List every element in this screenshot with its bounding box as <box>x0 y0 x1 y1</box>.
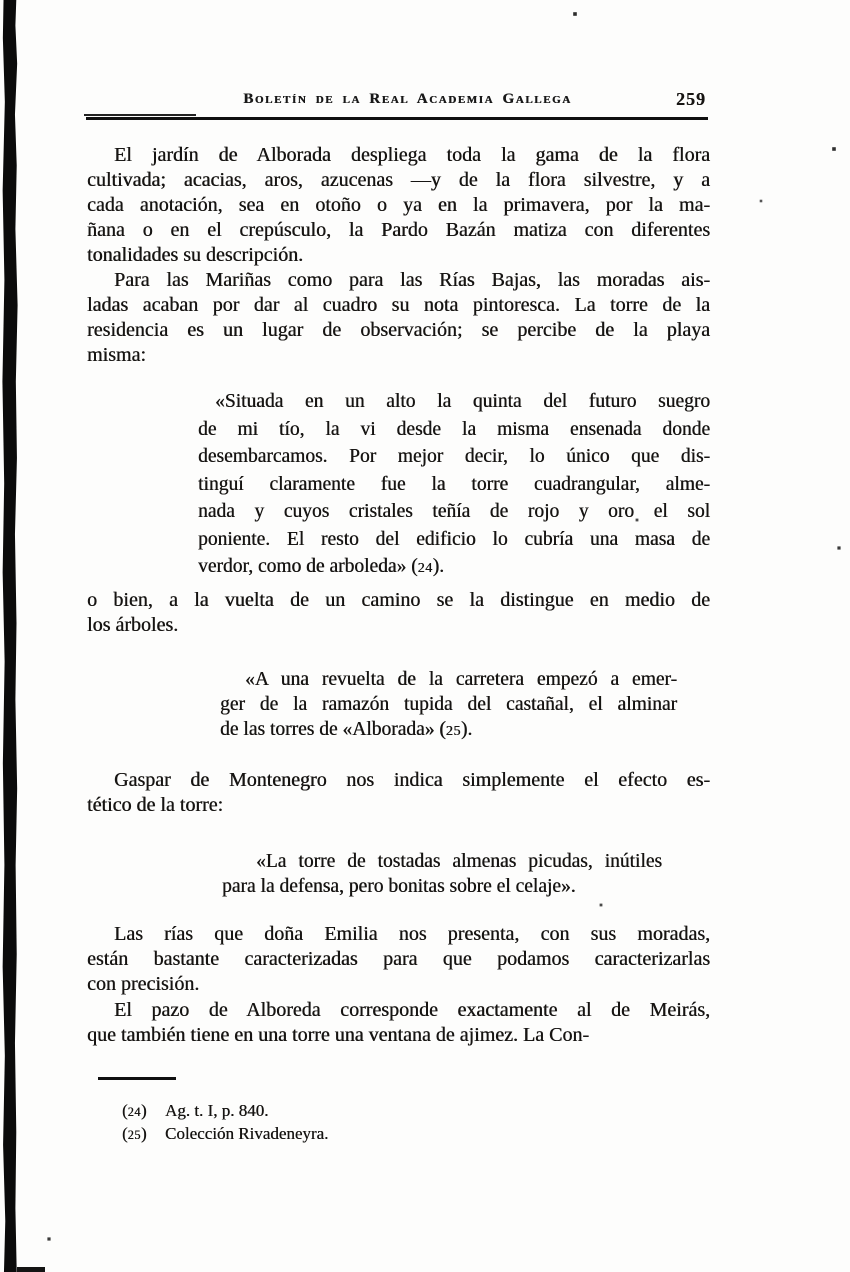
text-line: que también tiene en una torre una ventana de ajimez. La Con- <box>87 1023 590 1046</box>
document-content <box>87 143 710 1048</box>
paragraph <box>87 998 710 1048</box>
blockquote <box>220 667 677 744</box>
text-line: verdor, como de arboleda» (24). <box>198 556 444 577</box>
page-number: 259 <box>676 89 706 109</box>
text-line: tinguí claramente fue la torre cuadrangular, alme- <box>198 473 710 495</box>
blockquote <box>198 388 710 583</box>
footnote-rule <box>98 1077 176 1080</box>
text-line: El jardín de Alborada despliega toda la gama de la flora <box>114 144 710 166</box>
text-line: de mi tío, la vi desde la misma ensenada donde <box>198 418 710 440</box>
text-line: Gaspar de Montenegro nos indica simplemente el efecto es- <box>114 768 710 791</box>
scan-speck <box>0 0 2 2</box>
text-line: para la defensa, pero bonitas sobre el celaje». <box>222 875 576 897</box>
text-line: con precisión. <box>87 972 200 995</box>
header-rule <box>86 117 708 120</box>
paragraph <box>87 143 710 268</box>
text-line: cada anotación, sea en otoño o ya en la primavera, por la ma- <box>87 194 710 216</box>
paragraph <box>87 922 710 997</box>
journal-title: Boletín de la Real Academia Gallega <box>243 91 572 107</box>
page-header <box>87 91 708 115</box>
text-line: Las rías que doña Emilia nos presenta, con sus moradas, <box>114 922 710 945</box>
text-line: misma: <box>87 344 146 366</box>
footnote-marker: (25) <box>122 1124 147 1143</box>
text-line: ger de la ramazón tupida del castañal, el alminar <box>220 693 677 715</box>
text-line: «A una revuelta de la carretera empezó a emer- <box>245 668 677 690</box>
left-scan-band <box>0 0 22 1272</box>
text-line: «Situada en un alto la quinta del futuro suegro <box>215 391 710 412</box>
text-line: tético de la torre: <box>87 793 224 816</box>
text-line: residencia es un lugar de observación; se percibe de la playa <box>87 319 710 341</box>
text-line: los árboles. <box>87 613 179 636</box>
footnote-text: Ag. t. I, p. 840. <box>165 1101 269 1120</box>
text-line: El pazo de Alboreda corresponde exactamente al de Meirás, <box>114 998 710 1021</box>
footnote-text: Colección Rivadeneyra. <box>165 1124 329 1143</box>
footnote-marker: (24) <box>122 1101 147 1120</box>
blockquote <box>222 849 662 899</box>
text-line: desembarcamos. Por mejor decir, lo único que dis- <box>198 446 710 467</box>
paragraph <box>87 588 710 638</box>
text-line: están bastante caracterizadas para que podamos caracterizarlas <box>87 947 710 970</box>
text-line: de las torres de «Alborada» (25). <box>220 718 473 740</box>
paragraph <box>87 768 710 818</box>
scan-band-foot <box>17 1267 45 1272</box>
paragraph <box>87 268 710 368</box>
text-line: poniente. El resto del edificio lo cubría una masa de <box>198 528 710 550</box>
footnotes <box>122 1100 328 1146</box>
text-line: ñana o en el crepúsculo, la Pardo Bazán matiza con diferentes <box>87 219 710 241</box>
text-line: «La torre de tostadas almenas picudas, inútiles <box>256 850 662 872</box>
text-line: nada y cuyos cristales teñía de rojo y oro el sol <box>198 501 710 522</box>
footnote-item <box>122 1100 328 1123</box>
text-line: tonalidades su descripción. <box>87 244 304 266</box>
text-line: ladas acaban por dar al cuadro su nota pintoresca. La torre de la <box>87 294 710 316</box>
text-line: cultivada; acacias, aros, azucenas —y de la flora silvestre, y a <box>87 169 710 191</box>
footnote-item <box>122 1123 328 1146</box>
text-line: Para las Mariñas como para las Rías Bajas, las moradas ais- <box>114 269 710 291</box>
text-line: o bien, a la vuelta de un camino se la distingue en medio de <box>87 588 710 611</box>
